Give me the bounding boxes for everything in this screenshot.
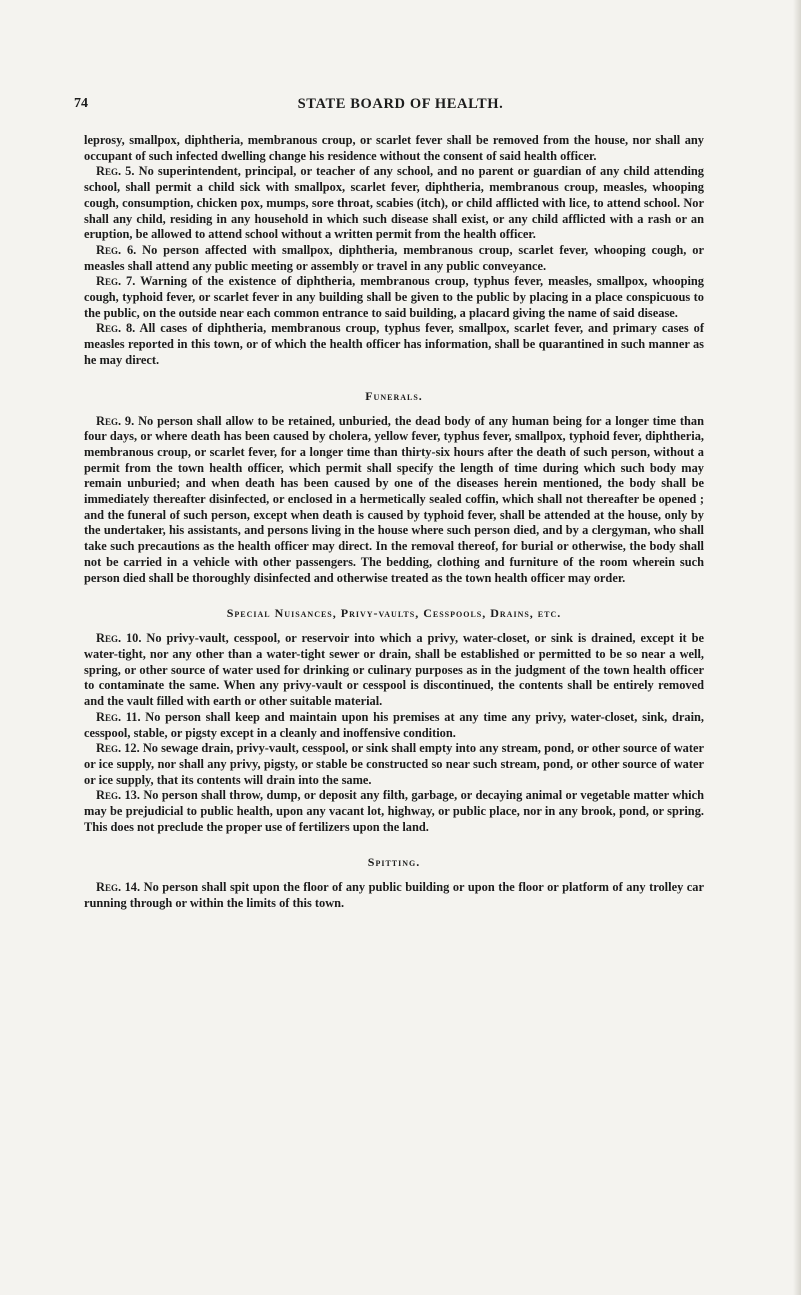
regulation-text: No privy-vault, cesspool, or reservoir into which a privy, water-closet, or sink is drained, except it be water-tight, nor any other than a water-tight sewer or drain, shall be established or permitted to be so near a well, spring, or other source of water used for drinking or culinary purposes as in the judgment of the town health officer to contaminate the same. When any privy-vault or cesspool is discontinued, the contents shall be entirely removed and the vault filled with earth or other suitable material. [84,631,704,709]
page-edge-shadow [793,0,801,1295]
regulation-label: Reg. 7. [96,274,136,289]
regulation-label: Reg. 13. [96,788,140,803]
regulation-label: Reg. 6. [96,242,137,257]
funerals-section [84,414,704,587]
regulation-paragraph [84,164,704,243]
regulation-text: No superintendent, principal, or teacher of any school, and no parent or guardian of any child attending school, shall permit a child sick with smallpox, scarlet fever, diphtheria, membranous croup, measles, whooping cough, consumption, chicken pox, mumps, sore throat, scabies (itch), or child afflicted with lice, to attend school. Nor shall any child, residing in any household in which such disease shall exist, or any child afflicted with a rash or an eruption, be allowed to attend school without a written permit from the health officer. [84,164,704,242]
section-heading-spitting: Spitting. [367,855,421,870]
regulation-paragraph [84,631,704,710]
running-head: STATE BOARD OF HEALTH. [297,96,504,112]
regulation-text: No person shall spit upon the floor of any public building or upon the floor or platform of any trolley car running through or within the limits of this town. [84,880,704,911]
section-heading-funerals: Funerals. [365,388,423,403]
regulation-label: Reg. 8. [96,321,136,336]
regulation-label: Reg. 12. [96,741,140,756]
regulation-paragraph [84,414,704,587]
regulation-text: No person shall throw, dump, or deposit any filth, garbage, or decaying animal or vegetable matter which may be prejudicial to public health, upon any vacant lot, highway, or public place, nor in any brook, pond, or spring. This does not preclude the proper use of fertilizers upon the land. [84,788,704,834]
regulation-paragraph [84,880,704,911]
regulation-paragraph [84,243,704,274]
regulation-paragraph [84,321,704,368]
page-body [84,133,704,912]
regulation-paragraph [84,274,704,321]
regulation-label: Reg. 14. [96,880,141,895]
regulation-text: No sewage drain, privy-vault, cesspool, or sink shall empty into any stream, pond, or other source of water or ice supply, nor shall any privy, pigsty, or stable be constructed so near such stream, pond, or other source of water or ice supply, that its contents will drain into the same. [84,741,704,787]
regulation-paragraph [84,710,704,741]
regulation-text: No person affected with smallpox, diphtheria, membranous croup, scarlet fever, whooping cough, or measles shall attend any public meeting or assembly or travel in any public conveyance. [84,242,704,273]
regulation-text: All cases of diphtheria, membranous croup, typhus fever, smallpox, scarlet fever, and primary cases of measles reported in this town, or of which the health officer has information, shall be quarantined in such manner as he may direct. [84,321,704,367]
regulation-label: Reg. 10. [96,631,142,646]
regulation-paragraph [84,788,704,835]
regulation-paragraph [84,741,704,788]
regulation-text: No person shall allow to be retained, unburied, the dead body of any human being for a longer time than four days, or where death has been caused by cholera, yellow fever, typhus fever, smallpox, typhoid fever, diphtheria, membranous croup, or scarlet fever, for a longer time than thirty-six hours after the death of such person, without a permit from the town health officer, which permit shall specify the length of time during which such body may remain unburied; and when death has been caused by one of the diseases herein mentioned, the body shall be immediately thereafter disinfected, or enclosed in a hermetically sealed coffin, which shall not thereafter be opened ; and the funeral of such person, except when death is caused by typhoid fever, shall be attended at the house, only by the undertaker, his assistants, and persons living in the house where such person died, and by a clergyman, who shall take such precautions as the health officer may direct. In the removal thereof, for burial or otherwise, the body shall not be carried in a vehicle with other passengers. The bedding, clothing and furniture of the room wherein such person died shall be thoroughly disinfected and otherwise treated as the town health officer may order. [84,413,704,585]
regulation-text: No person shall keep and maintain upon his premises at any time any privy, water-closet, sink, drain, cesspool, stable, or pigsty except in a cleanly and inoffensive condition. [84,709,704,740]
regulation-text: Warning of the existence of diphtheria, membranous croup, typhus fever, measles, smallpox, whooping cough, typhoid fever, or scarlet fever in any building shall be given to the public by placing in a place conspicuous to the public, on the outside near each common entrance to said building, a placard giving the name of said disease. [84,274,704,320]
spitting-section [84,880,704,911]
nuisances-section [84,631,704,835]
regulation-label: Reg. 5. [96,164,135,179]
regulation-label: Reg. 11. [96,709,141,724]
intro-section [84,133,704,369]
page-number: 74 [74,96,88,111]
page-header [0,96,801,118]
regulation-label: Reg. 9. [96,413,135,428]
regulation-paragraph [84,133,704,164]
section-heading-nuisances: Special Nuisances, Privy-vaults, Cesspools, Drains, etc. [226,606,562,621]
regulation-text: leprosy, smallpox, diphtheria, membranous croup, or scarlet fever shall be removed from the house, nor shall any occupant of such infected dwelling change his residence without the consent of said health officer. [84,133,704,163]
